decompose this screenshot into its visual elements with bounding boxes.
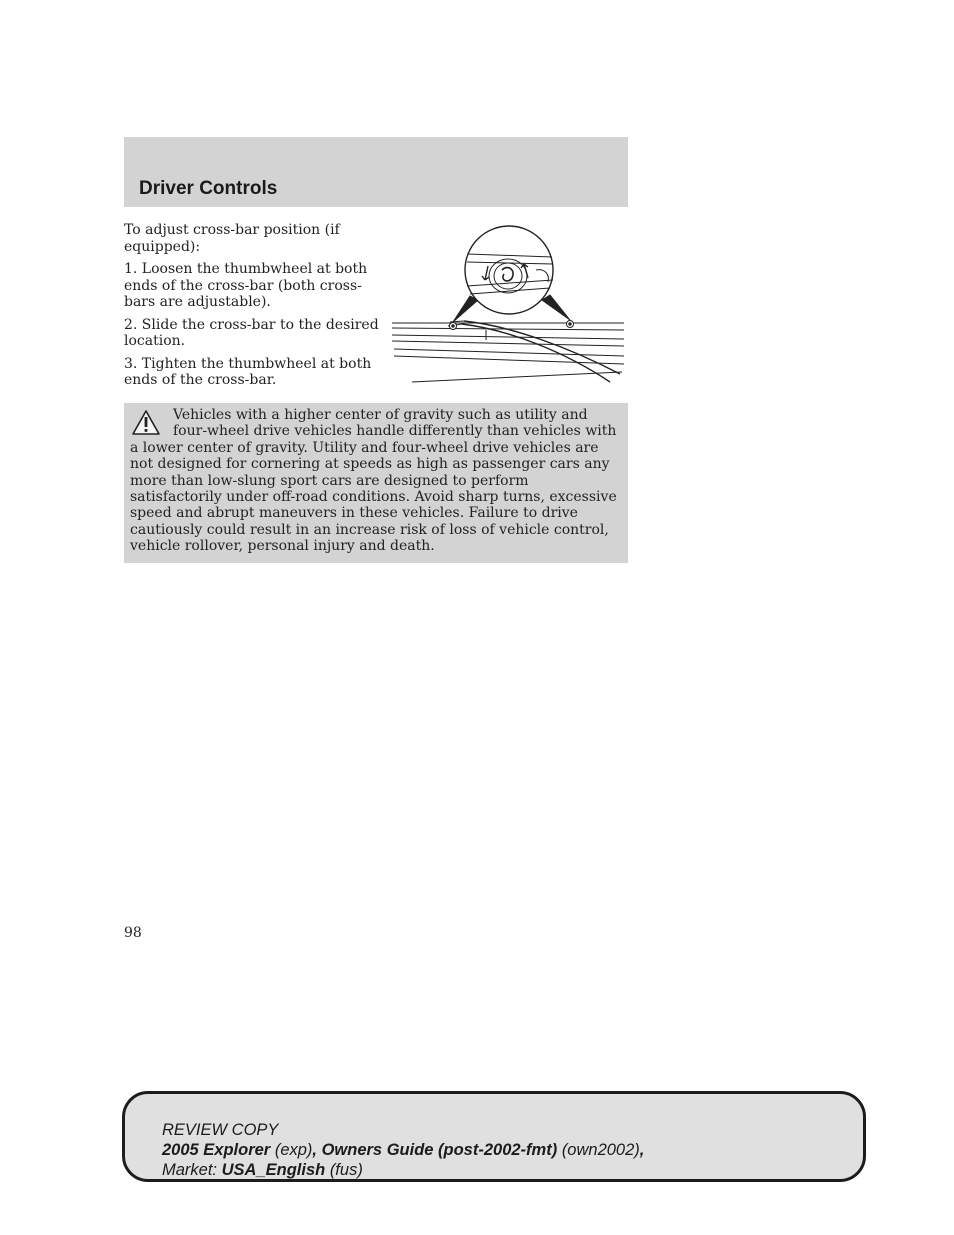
section-header (124, 137, 628, 207)
review-market-line (162, 1160, 644, 1180)
warning-box (124, 403, 628, 563)
step-1: 1. Loosen the thumbwheel at both ends of the cross-bar (both cross-bars are adjustable). (124, 261, 368, 310)
step-3: 3. Tighten the thumbwheel at both ends of the cross-bar. (124, 355, 372, 388)
review-guide: , Owners Guide (post-2002-fmt) (312, 1141, 558, 1159)
review-label: REVIEW COPY (162, 1121, 279, 1139)
review-guide-code: (own2002) (561, 1141, 640, 1159)
page-number: 98 (124, 925, 142, 941)
review-market-code: (fus) (329, 1161, 363, 1179)
review-separator: , (639, 1141, 645, 1159)
step-2: 2. Slide the cross-bar to the desired location. (124, 316, 379, 349)
cross-bar-instructions (124, 222, 380, 395)
review-guide-line (162, 1140, 644, 1160)
review-copy-footer (122, 1091, 866, 1182)
review-model-code: (exp) (274, 1141, 313, 1159)
review-market-label: Market: (162, 1161, 218, 1179)
review-market: USA_English (221, 1161, 326, 1179)
warning-text: Vehicles with a higher center of gravity such as utility and four-wheel drive vehicles handle differently than vehicles with a lower center of gravity. Utility and four-wheel drive vehicles are not designed for cornering at speeds as high as passenger cars any more than low-slung sport cars are designed to perform satisfactorily under off-road conditions. Avoid sharp turns, excessive speed and abrupt maneuvers in these vehicles. Failure to drive cautiously could result in an increase risk of loss of vehicle control, vehicle rollover, personal injury and death. (130, 407, 617, 555)
instructions-intro: To adjust cross-bar position (if equipped): (124, 222, 340, 255)
review-model: 2005 Explorer (162, 1141, 271, 1159)
cross-bar-thumbwheel-illustration (390, 222, 626, 390)
section-title: Driver Controls (139, 178, 278, 199)
